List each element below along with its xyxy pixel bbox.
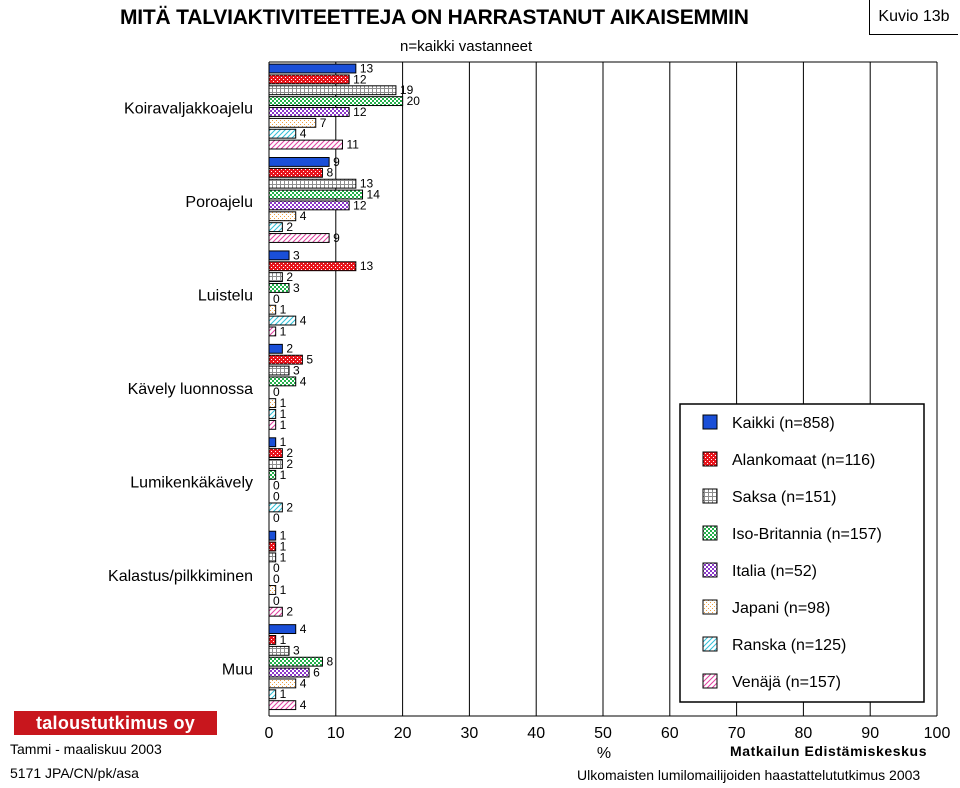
bar-0-5	[269, 118, 316, 127]
value-label: 9	[333, 230, 340, 245]
footer-date: Tammi - maaliskuu 2003	[10, 741, 162, 757]
value-label: 1	[279, 417, 287, 432]
value-label: 2	[286, 604, 294, 619]
value-label: 12	[353, 72, 367, 87]
value-label: 1	[279, 632, 287, 647]
bar-2-0	[269, 251, 289, 260]
value-label: 1	[279, 582, 287, 597]
bar-1-3	[269, 190, 363, 199]
category-label: Poroajelu	[185, 194, 253, 212]
bar-5-1	[269, 542, 276, 551]
bar-6-1	[269, 636, 276, 645]
value-label: 1	[279, 406, 287, 421]
value-label: 1	[279, 396, 287, 411]
value-label: 3	[293, 363, 300, 378]
x-tick-label: 0	[264, 725, 274, 742]
bar-0-1	[269, 75, 349, 84]
legend-label: Alankomaat (n=116)	[732, 452, 876, 469]
chart-subtitle: n=kaikki vastanneet	[400, 38, 533, 55]
legend-label: Venäjä (n=157)	[732, 674, 841, 691]
x-tick-label: 20	[393, 725, 412, 742]
legend-swatch	[703, 526, 717, 540]
bar-3-2	[269, 366, 289, 375]
value-label: 2	[286, 270, 294, 285]
value-label: 0	[273, 478, 280, 493]
x-tick-label: 30	[460, 725, 479, 742]
value-label: 13	[359, 61, 374, 76]
bar-1-7	[269, 234, 329, 243]
bar-3-7	[269, 420, 276, 429]
value-label: 4	[299, 313, 307, 328]
bar-0-0	[269, 64, 356, 73]
value-label: 8	[326, 165, 334, 180]
x-tick-label: 90	[861, 725, 880, 742]
bar-3-6	[269, 410, 276, 419]
bar-4-0	[269, 438, 276, 447]
legend-label: Saksa (n=151)	[732, 489, 837, 506]
bar-4-1	[269, 449, 282, 458]
legend-box	[680, 404, 924, 702]
bar-0-7	[269, 140, 342, 149]
bar-3-5	[269, 399, 276, 408]
legend-label: Italia (n=52)	[732, 563, 817, 580]
legend-label: Japani (n=98)	[732, 600, 831, 617]
category-label: Kävely luonnossa	[127, 381, 253, 398]
value-label: 12	[353, 104, 367, 119]
value-label: 0	[273, 489, 280, 504]
value-label: 2	[286, 456, 294, 471]
bar-2-1	[269, 262, 356, 271]
legend-swatch	[703, 600, 717, 614]
logo-text: taloustutkimus oy	[35, 712, 196, 733]
x-tick-label: 80	[794, 725, 813, 742]
bar-1-0	[269, 158, 329, 167]
category-label: Muu	[221, 661, 253, 679]
category-label: Luistelu	[197, 287, 253, 305]
legend-swatch	[703, 674, 717, 688]
value-label: 2	[286, 500, 294, 515]
x-tick-label: 10	[326, 725, 345, 742]
x-tick-label: 60	[660, 725, 679, 742]
value-label: 2	[286, 446, 294, 461]
x-tick-label: 50	[594, 725, 612, 742]
value-label: 1	[279, 324, 287, 339]
bar-6-7	[269, 701, 296, 710]
bar-2-7	[269, 327, 276, 336]
value-label: 1	[279, 467, 287, 482]
bar-0-3	[269, 97, 403, 106]
x-tick-label: 70	[727, 725, 746, 742]
legend	[680, 404, 924, 702]
value-label: 0	[273, 572, 280, 587]
legend-swatch	[703, 489, 717, 503]
bar-1-2	[269, 179, 356, 188]
x-axis-label: %	[596, 745, 612, 762]
bar-6-2	[269, 646, 289, 655]
value-label: 1	[279, 550, 287, 565]
bar-0-2	[269, 86, 396, 95]
category-label: Koiravaljakkoajelu	[124, 100, 253, 118]
value-label: 4	[299, 676, 307, 691]
category-labels	[108, 101, 253, 679]
value-label: 13	[359, 259, 374, 274]
x-tick-label: 100	[923, 725, 951, 742]
value-label: 4	[299, 209, 307, 224]
bar-0-4	[269, 108, 349, 117]
value-label: 20	[406, 94, 420, 109]
value-label: 4	[299, 622, 307, 637]
company-logo	[14, 711, 217, 735]
value-label: 14	[366, 187, 380, 202]
bar-2-2	[269, 273, 282, 282]
value-label: 8	[326, 654, 334, 669]
value-label: 1	[279, 528, 287, 543]
bar-2-5	[269, 305, 276, 314]
value-label: 5	[306, 352, 314, 367]
category-label: Kalastus/pilkkiminen	[108, 567, 253, 585]
bar-0-6	[269, 129, 296, 138]
value-label: 12	[353, 198, 367, 213]
legend-swatch	[703, 415, 717, 429]
x-tick-label: 40	[527, 725, 546, 742]
legend-swatch	[703, 637, 717, 651]
legend-swatch	[703, 563, 717, 577]
figure-label-text: Kuvio 13b	[878, 8, 950, 25]
value-label: 0	[273, 511, 280, 526]
category-label: Lumikenkäkävely	[130, 474, 253, 492]
value-label: 0	[273, 561, 280, 576]
chart-title: MITÄ TALVIAKTIVITEETTEJA ON HARRASTANUT AIKAISEMMIN	[120, 6, 749, 29]
bar-3-0	[269, 344, 282, 353]
value-label: 9	[333, 154, 340, 169]
value-label: 19	[399, 83, 414, 98]
bar-5-0	[269, 531, 276, 540]
x-tick-labels	[265, 725, 951, 742]
value-label: 4	[299, 374, 307, 389]
value-label: 1	[279, 435, 287, 450]
value-label: 0	[273, 291, 280, 306]
value-label: 6	[313, 665, 320, 680]
value-label: 4	[299, 698, 307, 713]
legend-label: Iso-Britannia (n=157)	[732, 526, 882, 543]
footer-code: 5171 JPA/CN/pk/asa	[10, 765, 139, 781]
bar-5-7	[269, 607, 282, 616]
bar-6-6	[269, 690, 276, 699]
value-label: 7	[319, 115, 327, 130]
legend-label: Ranska (n=125)	[732, 637, 847, 654]
value-label: 4	[299, 126, 307, 141]
legend-swatch	[703, 452, 717, 466]
value-label: 13	[359, 176, 374, 191]
footer-organization: Matkailun Edistämiskeskus	[730, 743, 928, 759]
value-label: 2	[286, 220, 294, 235]
value-label: 3	[293, 248, 300, 263]
footer-study: Ulkomaisten lumilomailijoiden haastattelututkimus 2003	[577, 767, 921, 783]
value-label: 1	[279, 687, 287, 702]
value-label: 1	[279, 539, 287, 554]
bar-1-1	[269, 168, 322, 177]
value-label: 11	[346, 137, 359, 152]
value-label: 0	[273, 593, 280, 608]
value-label: 1	[279, 302, 287, 317]
bar-1-6	[269, 223, 282, 232]
value-label: 3	[293, 280, 300, 295]
legend-label: Kaikki (n=858)	[732, 415, 835, 432]
bar-1-4	[269, 201, 349, 210]
value-label: 2	[286, 341, 294, 356]
value-label: 0	[273, 385, 280, 400]
value-label: 3	[293, 643, 300, 658]
